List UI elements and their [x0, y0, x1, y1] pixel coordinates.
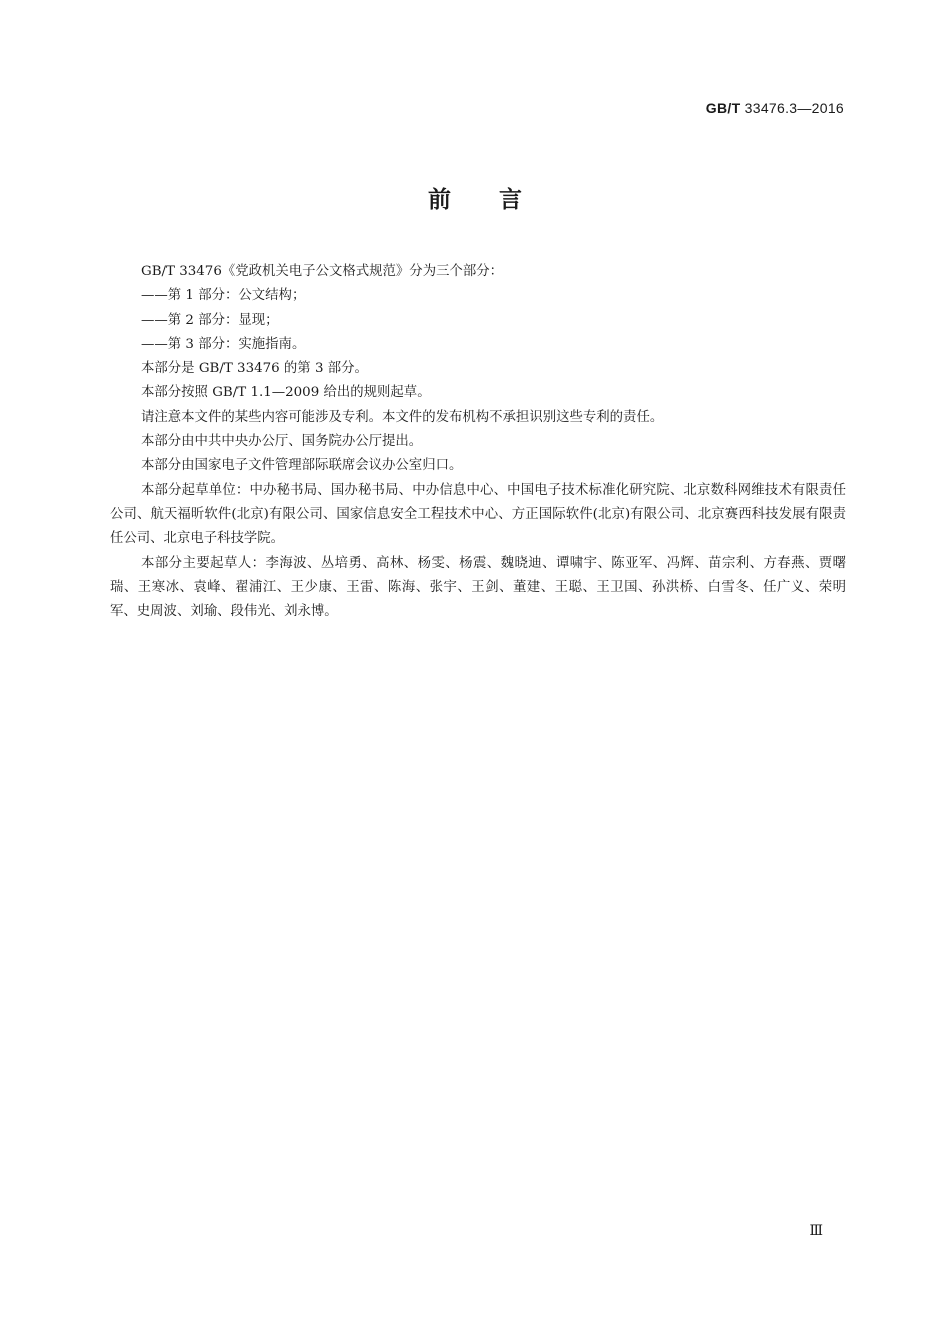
standard-number: [706, 100, 844, 116]
paragraph-administrator: 本部分由国家电子文件管理部际联席会议办公室归口。: [141, 458, 463, 474]
standard-prefix: GB/T: [705, 100, 741, 116]
page-title: 前言: [428, 187, 570, 213]
paragraph-drafting-units: 本部分起草单位：中办秘书局、国办秘书局、中办信息中心、中国电子技术标准化研究院、北京数科网维技术有限责任公司、航天福昕软件(北京)有限公司、国家信息安全工程技术中心、方正国际软件(北京)有限公司、北京赛西科技发展有限责任公司、北京电子科技学院。: [110, 482, 846, 547]
page-number: Ⅲ: [809, 1223, 823, 1239]
foreword-body: [110, 260, 846, 624]
paragraph-proposer: 本部分由中共中央办公厅、国务院办公厅提出。: [141, 434, 423, 450]
paragraph-parts-intro: GB/T 33476《党政机关电子公文格式规范》分为三个部分：: [141, 264, 504, 279]
paragraph-part-statement: 本部分是 GB/T 33476 的第 3 部分。: [141, 361, 368, 377]
standard-code: 33476.3—2016: [744, 100, 844, 116]
paragraph-patent-notice: 请注意本文件的某些内容可能涉及专利。本文件的发布机构不承担识别这些专利的责任。: [141, 409, 664, 425]
list-item-part-3: ——第 3 部分：实施指南。: [141, 336, 306, 352]
paragraph-drafting-rules: 本部分按照 GB/T 1.1—2009 给出的规则起草。: [141, 385, 431, 401]
list-item-part-2: ——第 2 部分：显现；: [141, 312, 279, 328]
paragraph-drafters: 本部分主要起草人：李海波、丛培勇、高林、杨雯、杨震、魏晓迪、谭啸宇、陈亚军、冯辉、苗宗利、方春燕、贾曙瑞、王寒冰、袁峰、翟浦江、王少康、王雷、陈海、张宇、王剑、董建、王聪、王卫国、孙洪桥、白雪冬、任广义、荣明军、史周波、刘瑜、段伟光、刘永博。: [110, 555, 846, 620]
list-item-part-1: ——第 1 部分：公文结构；: [141, 288, 306, 304]
